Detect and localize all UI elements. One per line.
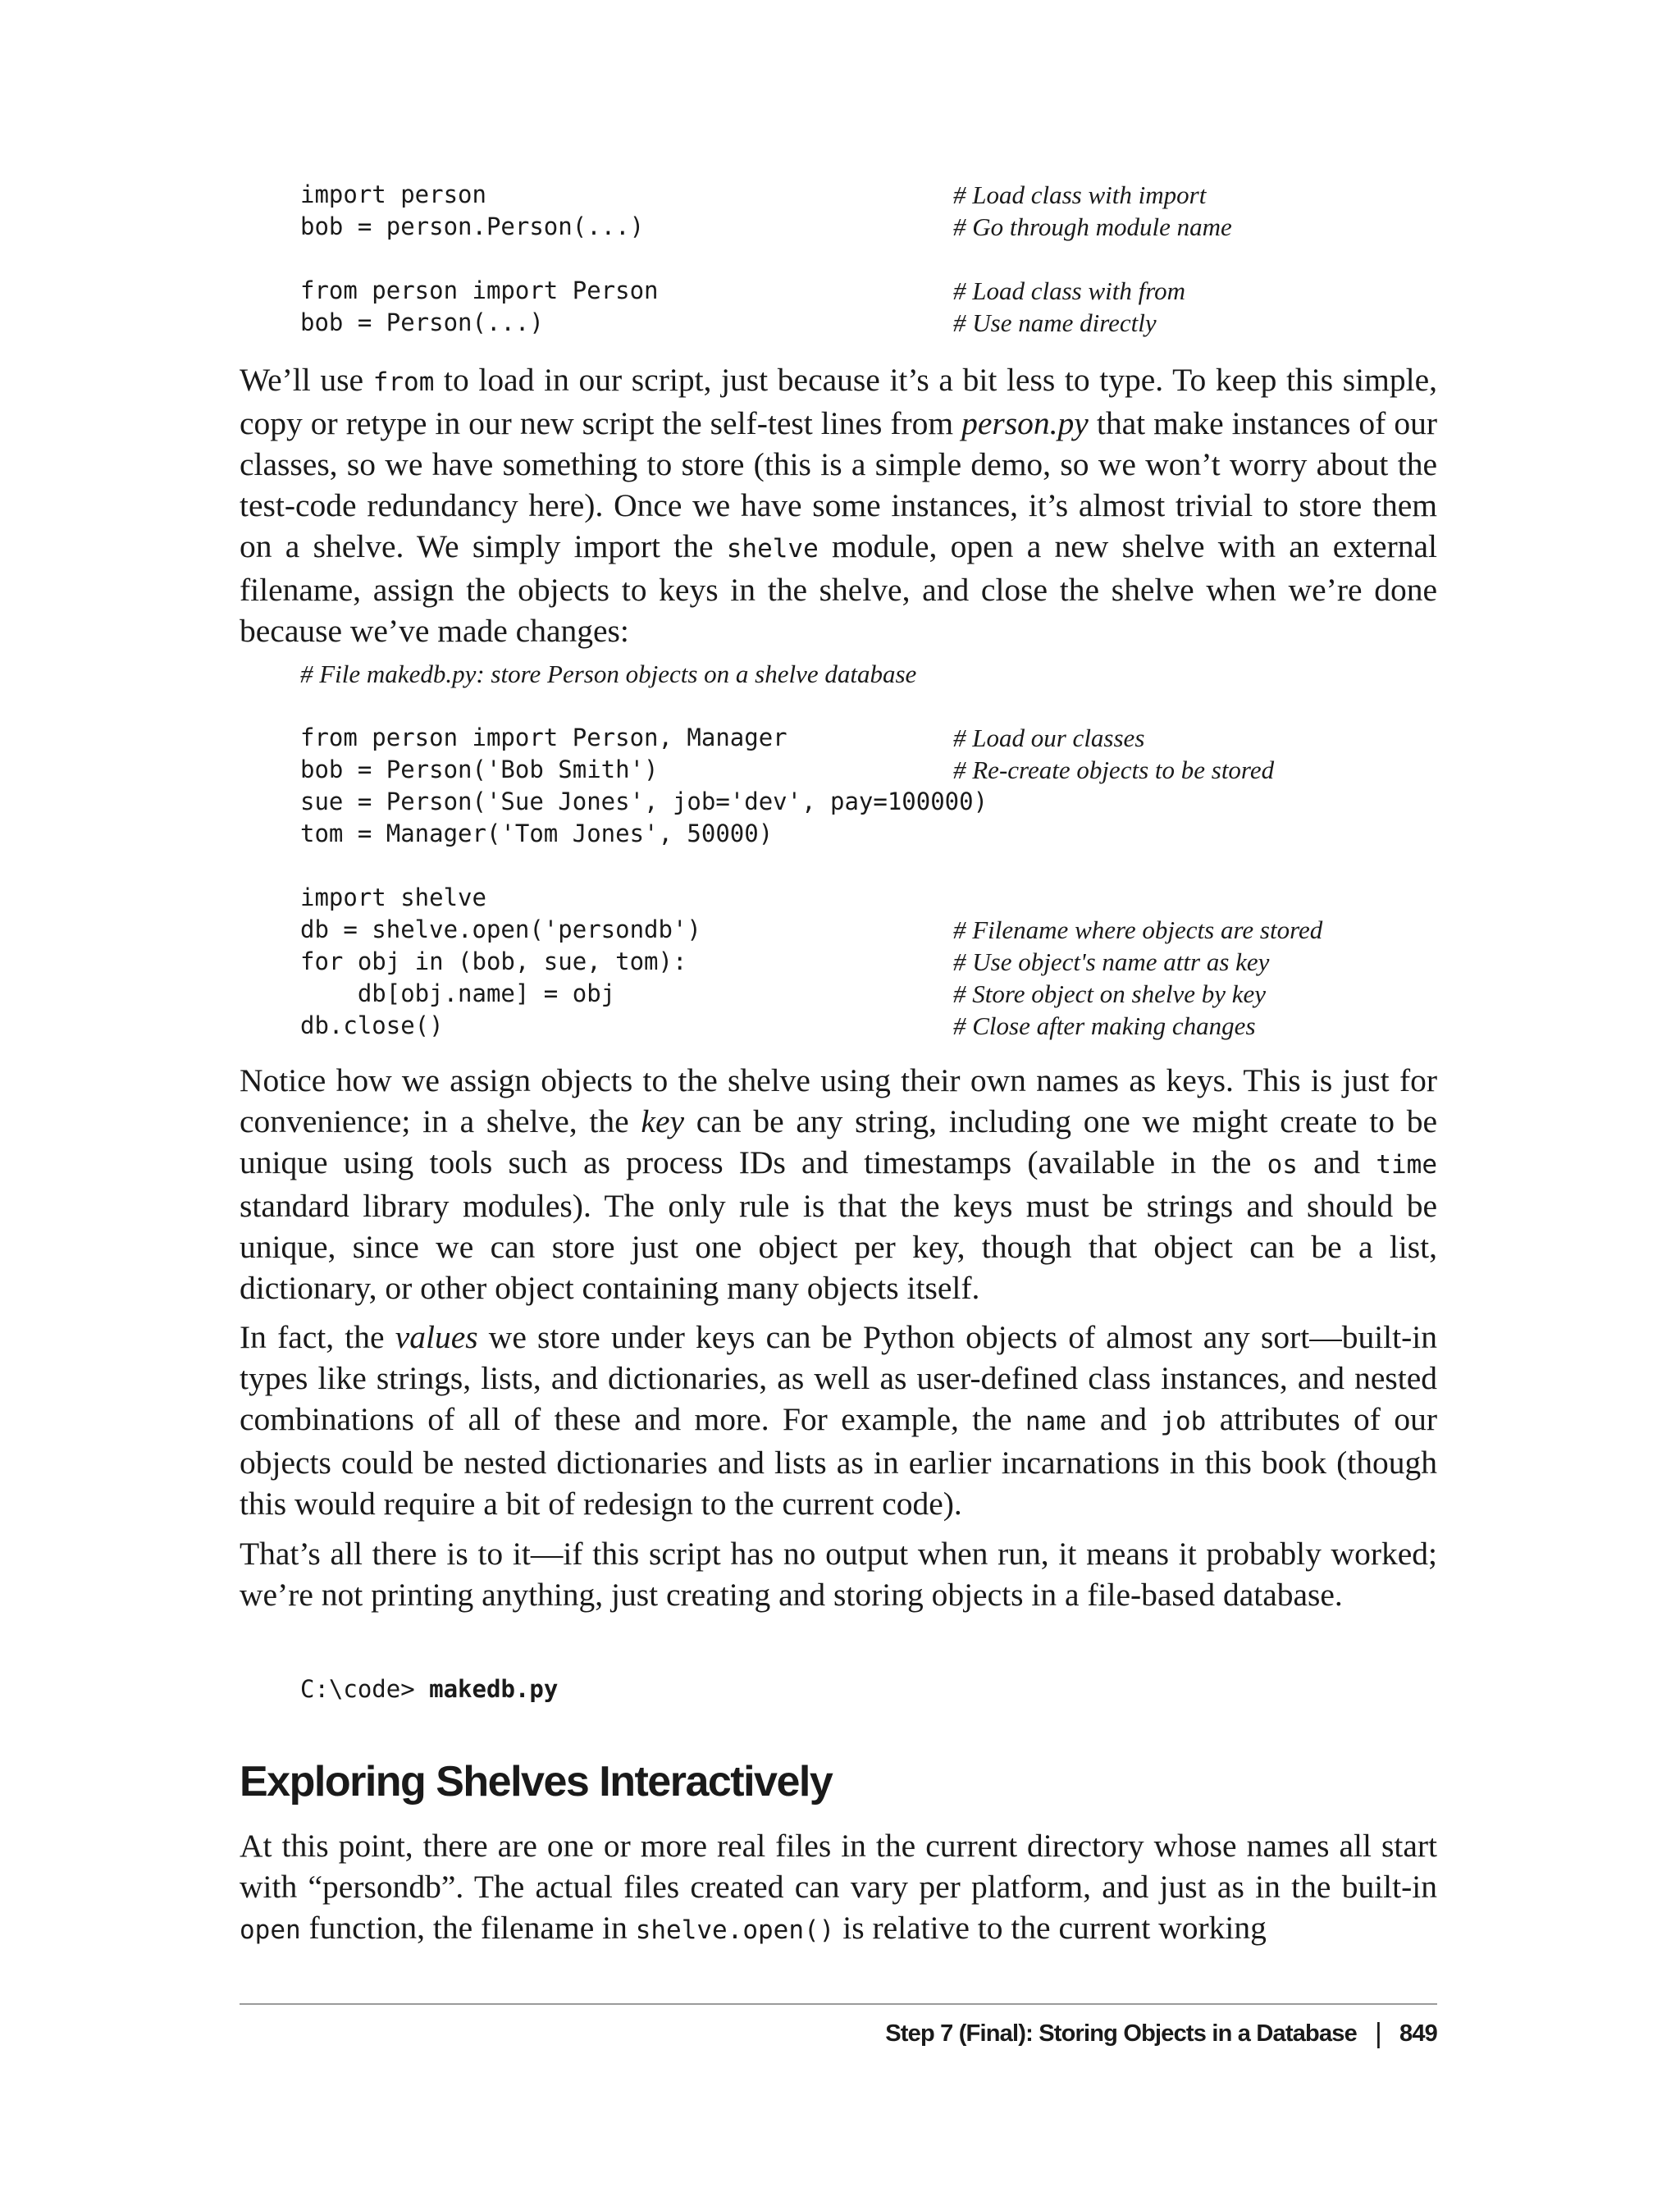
code-text: bob = person.Person(...) (300, 212, 645, 240)
code-text: from person import Person, Manager (300, 724, 788, 751)
code-line (300, 850, 988, 882)
footer-chapter-title: Step 7 (Final): Storing Objects in a Database (885, 2020, 1357, 2047)
paragraph-use-from: We’ll use from to load in our script, just because it’s a bit less to type. To keep this simple, copy or retype in our new script the self-test lines from person.py that make instances of our classes, so we have something to store (this is a simple demo, so we won’t worry about the test-code redundancy here). Once we have some instances, it’s almost trivial to store them on a shelve. We simply import the shelve module, open a new shelve with an external filename, assign the objects to keys in the shelve, and close the shelve when we’re done because we’ve made changes: (240, 362, 1438, 649)
code-line (300, 818, 988, 850)
page-number: 849 (1399, 2020, 1437, 2047)
paragraph-keys: Notice how we assign objects to the shelve using their own names as keys. This is just for convenience; in a shelve, the key can be any string, including one we might create to be unique using tools such as process IDs and timestamps (available in the os and time standard library modules). The only rule is that the keys must be strings and should be unique, since we can store just one object per key, though that object can be a list, dictionary, or other object containing many objects itself. (240, 1062, 1437, 1306)
code-line (300, 722, 1145, 754)
code-line (300, 275, 1186, 307)
code-line (300, 914, 1323, 946)
code-block-import (300, 179, 1232, 339)
command-prompt: C:\code> (300, 1675, 430, 1703)
code-line (300, 1010, 1256, 1042)
code-text: tom = Manager('Tom Jones', 50000) (300, 819, 774, 847)
code-text: from person import Person (300, 276, 659, 304)
code-line (300, 179, 1207, 211)
code-comment: # Load class with import (953, 180, 1207, 209)
code-text: import person (300, 180, 486, 208)
code-comment: # Use name directly (953, 308, 1157, 337)
code-text: db = shelve.open('persondb') (300, 915, 701, 943)
code-comment: # Re-create objects to be stored (953, 756, 1275, 784)
command-text: makedb.py (429, 1675, 559, 1703)
code-text: db.close() (300, 1011, 444, 1039)
code-line (300, 658, 988, 690)
code-text: import shelve (300, 883, 486, 911)
code-text: sue = Person('Sue Jones', job='dev', pay=100000) (300, 788, 988, 815)
paragraph-persondb-files: At this point, there are one or more real files in the current directory whose names all start with “persondb”. The actual files created can vary per platform, and just as in the built-in open function, the filename in shelve.open() is relative to the current working (240, 1828, 1437, 1946)
code-text: for obj in (bob, sue, tom): (300, 947, 687, 975)
code-comment: # Load our classes (953, 724, 1145, 752)
paragraph-no-output: That’s all there is to it—if this script has no output when run, it means it probably worked; we’re not printing anything, just creating and storing objects in a file-based database. (240, 1536, 1437, 1613)
code-line (300, 307, 1157, 339)
section-heading: Exploring Shelves Interactively (240, 1758, 833, 1806)
code-comment: # Load class with from (953, 276, 1186, 305)
code-line (300, 754, 1275, 786)
code-text: db[obj.name] = obj (300, 979, 616, 1007)
page-footer (885, 2018, 1437, 2050)
code-comment: # Filename where objects are stored (953, 915, 1323, 944)
code-line (300, 243, 659, 275)
code-comment: # Use object's name attr as key (953, 947, 1270, 976)
code-line (300, 690, 988, 722)
footer-rule (240, 2003, 1437, 2005)
code-text: bob = Person('Bob Smith') (300, 756, 659, 783)
code-comment: # Close after making changes (953, 1011, 1256, 1040)
code-line (300, 786, 988, 818)
paragraph-values: In fact, the values we store under keys can be Python objects of almost any sort—built-in types like strings, lists, and dictionaries, as well as user-defined class instances, and nested combinations of all of these and more. For example, the name and job attributes of our objects could be nested dictionaries and lists as in earlier incarnations in this book (though this would require a bit of redesign to the current code). (240, 1319, 1437, 1522)
code-comment: # Go through module name (953, 212, 1232, 241)
code-file-comment: # File makedb.py: store Person objects on a shelve database (300, 660, 917, 688)
code-text: bob = Person(...) (300, 308, 544, 336)
code-block-makedb (300, 658, 1323, 1042)
footer-separator: | (1374, 2018, 1381, 2049)
code-line (300, 978, 1267, 1010)
command-line (300, 1673, 558, 1705)
code-line (300, 882, 988, 914)
code-line (300, 946, 1270, 978)
code-line (300, 211, 1232, 243)
code-comment: # Store object on shelve by key (953, 979, 1267, 1008)
